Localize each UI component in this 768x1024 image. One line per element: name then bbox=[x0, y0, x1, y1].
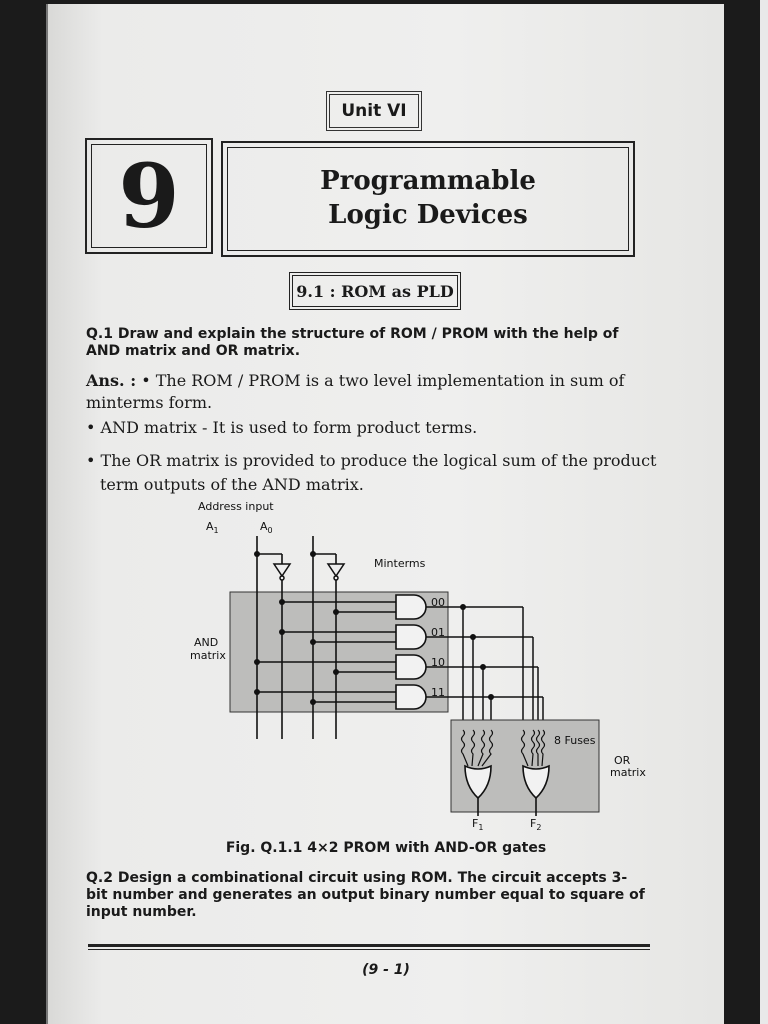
page-number: (9 - 1) bbox=[362, 962, 410, 978]
answer-intro bbox=[86, 370, 646, 414]
section-heading-box bbox=[289, 272, 461, 310]
unit-label: Unit VI bbox=[329, 94, 419, 128]
footer-rule bbox=[88, 944, 650, 947]
f2-label: $F_2$ bbox=[530, 817, 542, 832]
chapter-number-box bbox=[85, 138, 213, 254]
minterm-11: 11 bbox=[431, 686, 445, 699]
prom-diagram bbox=[128, 494, 648, 834]
a1-label: $A_1$ bbox=[206, 520, 219, 535]
question-1: Q.1 Draw and explain the structure of ROM / PROM with the help of AND matrix and OR matrix. bbox=[86, 326, 619, 359]
minterm-00: 00 bbox=[431, 596, 445, 609]
question-2: Q.2 Design a combinational circuit using ROM. The circuit accepts 3-bit number and generates an output binary number equal to square of input number. bbox=[86, 870, 645, 920]
answer-prefix: Ans. : bbox=[86, 371, 137, 390]
chapter-title-box bbox=[221, 141, 635, 257]
bullet-and-matrix: • AND matrix - It is used to form product terms. bbox=[86, 418, 478, 437]
address-input-label: Address input bbox=[198, 500, 274, 513]
inverter-icon bbox=[274, 564, 344, 580]
unit-label-box bbox=[326, 91, 422, 131]
and-gate-icon bbox=[396, 595, 426, 619]
book-page bbox=[46, 4, 724, 1024]
section-heading: 9.1 : ROM as PLD bbox=[292, 275, 458, 307]
a0-label: $A_0$ bbox=[260, 520, 273, 535]
chapter-number: 9 bbox=[91, 144, 207, 248]
chapter-title-line1: Programmable bbox=[320, 166, 536, 197]
or-matrix-label1: OR bbox=[614, 754, 631, 767]
or-matrix-label2: matrix bbox=[610, 766, 646, 779]
bullet-or-matrix: • The OR matrix is provided to produce the logical sum of the product term outputs of the AND matrix. bbox=[86, 451, 657, 494]
minterms-label: Minterms bbox=[374, 557, 426, 570]
and-matrix-label1: AND bbox=[194, 636, 219, 649]
and-gate-icon bbox=[396, 655, 426, 679]
minterm-10: 10 bbox=[431, 656, 445, 669]
fuses-label: 8 Fuses bbox=[554, 734, 596, 747]
page-edge bbox=[760, 0, 768, 1024]
and-matrix-label2: matrix bbox=[190, 649, 226, 662]
f1-label: $F_1$ bbox=[472, 817, 484, 832]
footer-rule-thin bbox=[88, 949, 650, 950]
and-gate-icon bbox=[396, 625, 426, 649]
and-gate-icon bbox=[396, 685, 426, 709]
minterm-01: 01 bbox=[431, 626, 445, 639]
chapter-title-line2: Logic Devices bbox=[328, 200, 528, 230]
figure-caption: Fig. Q.1.1 4×2 PROM with AND-OR gates bbox=[225, 840, 547, 856]
answer-text: • The ROM / PROM is a two level implementation in sum of minterms form. bbox=[86, 371, 625, 412]
